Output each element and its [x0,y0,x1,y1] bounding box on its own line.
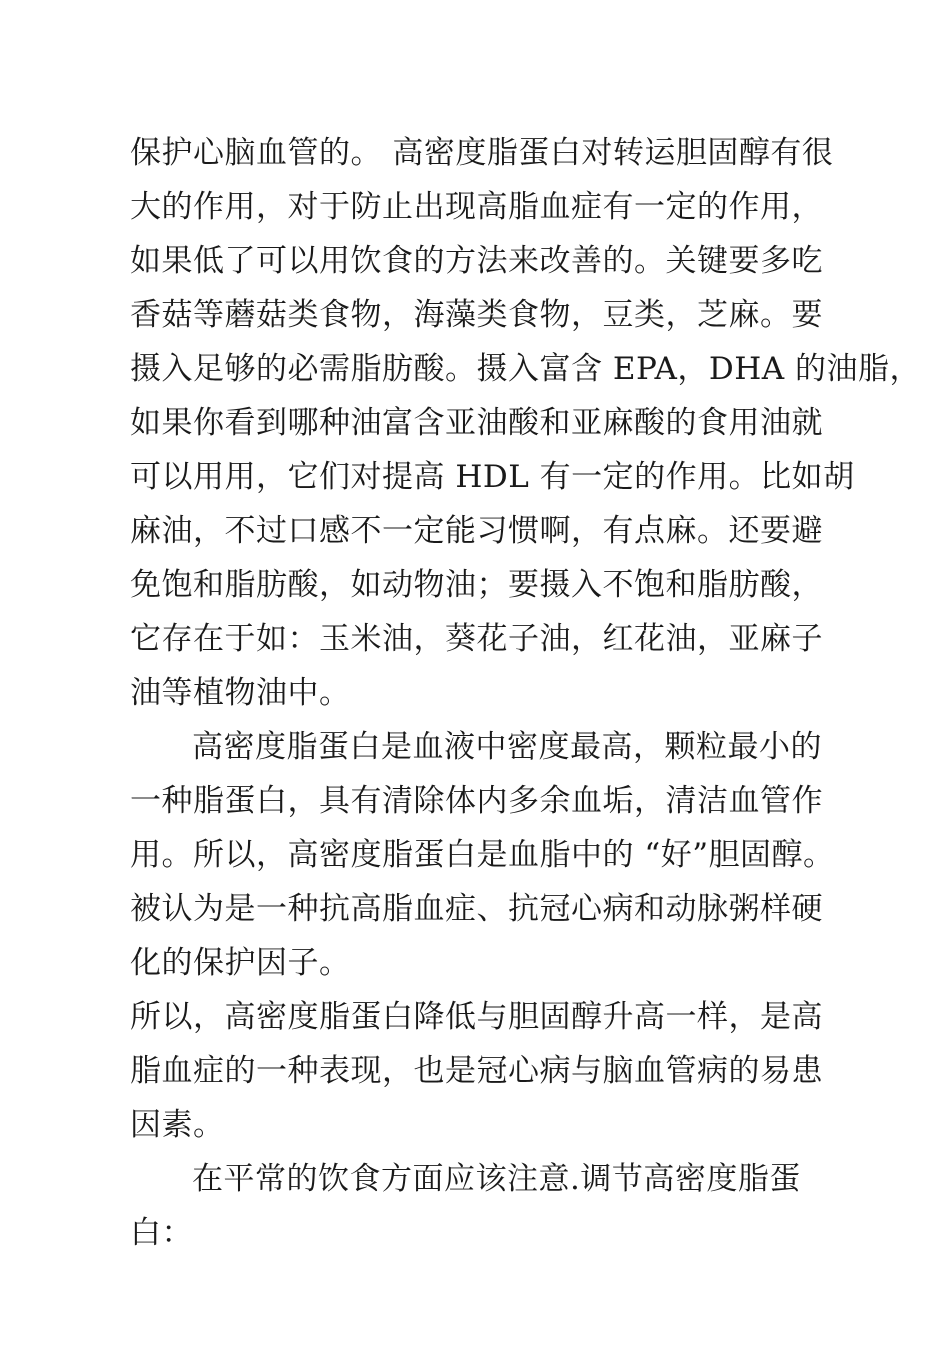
text-line: 化的保护因子。 [130,945,351,981]
text-line: 摄入足够的必需脂肪酸。摄入富含 EPA，DHA 的油脂， [130,351,922,387]
text-line: 油等植物油中。 [130,675,351,711]
paragraph-start-line: 在平常的饮食方面应该注意.调节高密度脂蛋 [192,1161,801,1197]
text-line: 白： [130,1215,193,1251]
text-line: 如果低了可以用饮食的方法来改善的。关键要多吃 [130,243,823,279]
text-line: 脂血症的一种表现，也是冠心病与脑血管病的易患 [130,1053,823,1089]
text-line: 如果你看到哪种油富含亚油酸和亚麻酸的食用油就 [130,405,823,441]
text-line: 免饱和脂肪酸，如动物油；要摄入不饱和脂肪酸， [130,567,823,603]
text-line: 麻油，不过口感不一定能习惯啊，有点麻。还要避 [130,513,823,549]
text-line: 它存在于如：玉米油，葵花子油，红花油，亚麻子 [130,621,823,657]
text-line: 保护心脑血管的。 高密度脂蛋白对转运胆固醇有很 [130,135,834,171]
text-line: 一种脂蛋白，具有清除体内多余血垢，清洁血管作 [130,783,823,819]
text-line: 可以用用，它们对提高 HDL 有一定的作用。比如胡 [130,459,855,495]
text-line: 大的作用，对于防止出现高脂血症有一定的作用， [130,189,823,225]
paragraph-start-line: 所以，高密度脂蛋白降低与胆固醇升高一样，是高 [130,999,823,1035]
text-line: 用。所以，高密度脂蛋白是血脂中的 “好”胆固醇。 [130,837,835,873]
text-line: 被认为是一种抗高脂血症、抗冠心病和动脉粥样硬 [130,891,823,927]
body-text [130,126,922,1260]
text-line: 香菇等蘑菇类食物，海藻类食物，豆类，芝麻。要 [130,297,823,333]
text-line: 因素。 [130,1107,225,1143]
paragraph-start-line: 高密度脂蛋白是血液中密度最高，颗粒最小的 [192,729,822,765]
